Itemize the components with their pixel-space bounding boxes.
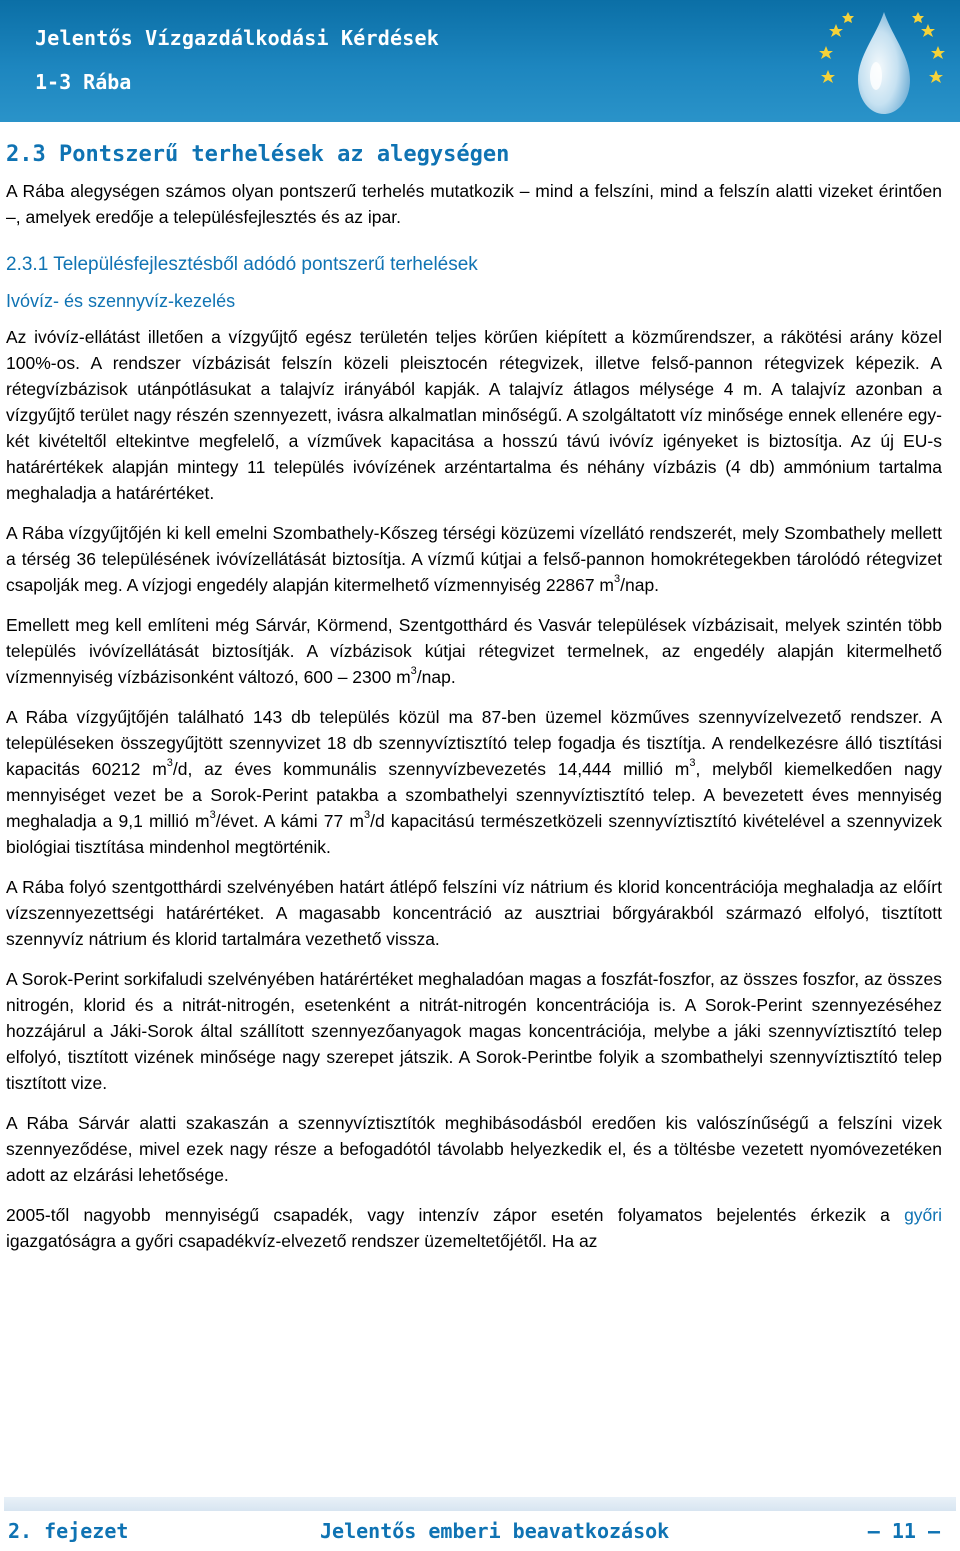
gyor-link[interactable]: győri [904, 1205, 942, 1225]
paragraph-sorok-perint: A Sorok-Perint sorkifaludi szelvényében határértéket meghaladóan magas a foszfát-foszfor, az összes foszfor, az összes nitrogén, klorid és a nitrát-nitrogén, esetenként a nitrát-nitrogén koncentrációja is. A Sorok-Perint szennyezéséhez hozzájárul a Jáki-Sorok által szállított szennyezőanyagok magas koncentrációja, melybe a jáki szennyvíztisztító telep elfolyó, tisztított vizének minősége nagy szerepet játszik. A Sorok-Perintbe folyik a szombathelyi szennyvíztisztító telep tisztított vize. [6, 969, 942, 1093]
footer-chapter: 2. fejezet [8, 1519, 129, 1543]
page-header [0, 0, 960, 122]
document-subtitle: 1-3 Rába [35, 70, 132, 94]
topic-heading: Ivóvíz- és szennyvíz-kezelés [6, 291, 236, 311]
section-heading: 2.3 Pontszerű terhelések az alegységen [6, 142, 510, 167]
paragraph-precipitation: 2005-től nagyobb mennyiségű csapadék, vagy intenzív zápor esetén folyamatos bejelentés érkezik a győri igazgatóságra a győri csapadékvíz-elvezető rendszer üzemeltetőjétől. Ha az [6, 1205, 942, 1251]
paragraph-wastewater: A Rába vízgyűjtőjén található 143 db település közül ma 87-ben üzemel közműves szennyvízelvezető rendszer. A településeken összegyűjtött szennyvizet 18 db szennyvíztisztító telep fogadja és tisztítja. A rendelkezésre álló tisztítási kapacitás 60212 $m^3/d$, az éves kommunális szennyvízbevezetés 14,444 millió $m^3$, melyből kiemelkedően nagy mennyiséget vezet be a Sorok-Perint patakba a szombathelyi szennyvíztisztító telep. A bevezetett éves mennyiség meghaladja a 9,1 millió $m^3$/évet. A kámi 77 $m^3/d$ kapacitású természetközeli szennyvíztisztító kivételével a szennyvizek biológiai tisztítása mindenhol megtörténik. [6, 707, 943, 857]
paragraph-sarvar: A Rába Sárvár alatti szakaszán a szennyvíztisztítók meghibásodásból eredően kis valószínűségű a felszíni vizek szennyeződése, mivel ezek nagy része a befogadótól távolabb helyezkedik el, és a töltésbe vezetett nyomóvezetéken adott az elzárási lehetősége. [6, 1113, 942, 1185]
paragraph-other-sources: Emellett meg kell említeni még Sárvár, Körmend, Szentgotthárd és Vasvár települések vízbázisait, melyek szintén több település ivóvízellátását biztosítják. A vízbázisok kútjai rétegvizet termelnek, az engedély alapján kitermelhető vízmennyiség vízbázisonként változó, 600 – 2300 $m^3$/nap. [6, 615, 942, 687]
document-title: Jelentős Vízgazdálkodási Kérdések [35, 26, 439, 50]
paragraph-szombathely: A Rába vízgyűjtőjén ki kell emelni Szombathely-Kőszeg térségi közüzemi vízellátó rendszerét, mely Szombathely mellett a térség 36 településének ivóvízellátását biztosítja. A vízmű kútjai a felső-pannon homokrétegekben tárolódó rétegvizet csapolják meg. A vízjogi engedély alapján kitermelhető vízmennyiség 22867 $m^3$/nap. [6, 523, 942, 595]
page-content [6, 138, 942, 1254]
footer-divider [4, 1497, 956, 1511]
page-footer [0, 1519, 960, 1551]
footer-chapter-title: Jelentős emberi beavatkozások [320, 1519, 670, 1543]
paragraph-drinking-water: Az ivóvíz-ellátást illetően a vízgyűjtő egész területén teljes körűen kiépített a közműrendszer, a rákötési arány közel 100%-os. A rendszer vízbázisát felszín közeli pleisztocén rétegvizek, illetve felső-pannon rétegvizek képezik. A rétegvízbázisok utánpótlásukat a talajvíz irányából kapják. A talajvíz átlagos mélysége 4 m. A talajvíz azonban a vízgyűjtő terület nagy részén szennyezett, ivásra alkalmatlan minőségű. A szolgáltatott víz minősége ennek ellenére egy-két kivételtől eltekintve megfelelő, a vízművek kapacitása a hosszú távú ivóvíz igényeket is biztosítja. Az új EU-s határértékek alapján mintegy 11 település ivóvízének arzéntartalma és néhány vízbázis (4 db) ammónium tartalma meghaladja a határértéket. [6, 327, 942, 503]
paragraph-sodium-chloride: A Rába folyó szentgotthárdi szelvényében határt átlépő felszíni víz nátrium és klorid koncentrációja meghaladja az előírt vízszennyezettségi határértéket. A magasabb koncentráció az ausztriai bőrgyárakból származó elfolyó, tisztított szennyvíz nátrium és klorid tartalmára vezethető vissza. [6, 877, 942, 949]
page-number: — 11 — [867, 1519, 940, 1543]
section-intro: A Rába alegységen számos olyan pontszerű terhelés mutatkozik – mind a felszíni, mind a felszín alatti vizeket érintően –, amelyek eredője a településfejlesztés és az ipar. [6, 181, 942, 227]
subsection-heading: 2.3.1 Településfejlesztésből adódó pontszerű terhelések [6, 254, 478, 275]
water-drop-eu-logo-icon [806, 4, 956, 120]
